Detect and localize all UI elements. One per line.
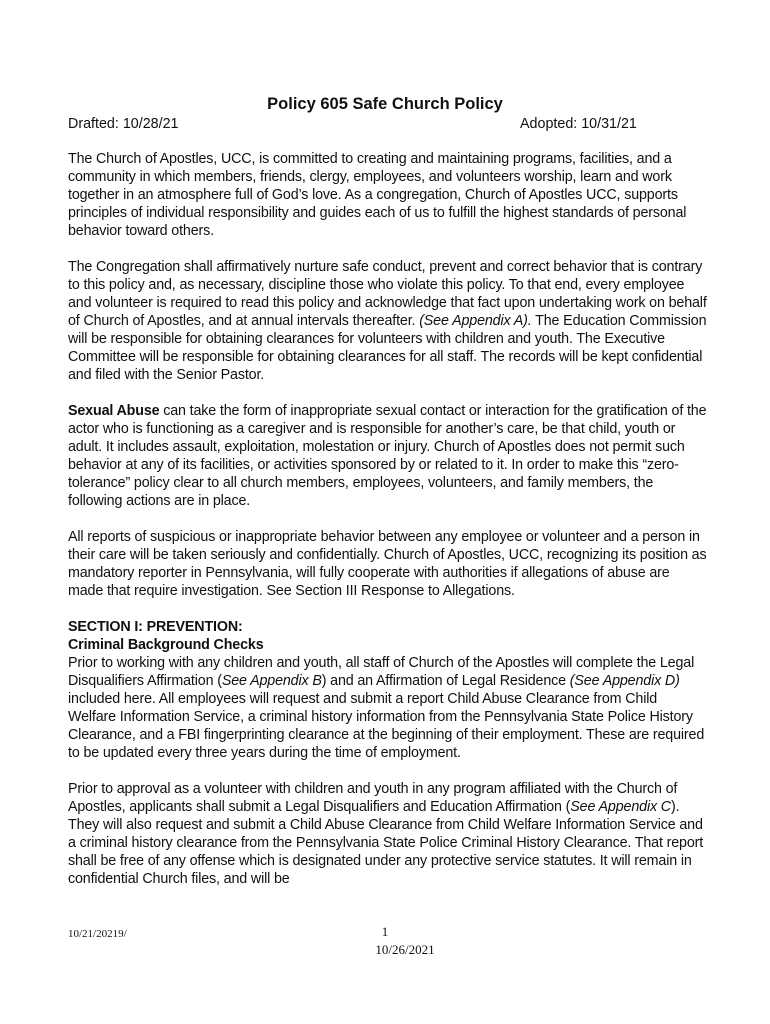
paragraph-conduct-text-a: The Congregation shall affirmatively nurture safe conduct, prevent and correct behavior that is contrary to this policy and, as necessary, discipline those who violate this policy. To that end, every employee and volunteer is required to read this policy and acknowledge that fact upon undertaking work on behalf of Church of Apostles, and at annual intervals thereafter. — [68, 259, 707, 329]
subheading-background-checks: Criminal Background Checks — [68, 637, 264, 653]
footer-revision-date: 10/21/20219/ — [68, 928, 127, 940]
sexual-abuse-definition: can take the form of inappropriate sexual contact or interaction for the gratification of the actor who is functioning as a caregiver and is responsible for another’s care, be that child, youth or adult. It includes assault, exploitation, molestation or injury. Church of Apostles does not permit such behavior at any of its facilities, or activities sponsored by or related to it. In order to make this “zero-tolerance” policy clear to all church members, employees, volunteers, and family members, the following actions are in place. — [68, 403, 707, 509]
appendix-a-reference: (See Appendix A). — [419, 313, 532, 329]
section-heading: SECTION I: PREVENTION: — [68, 619, 243, 635]
sexual-abuse-term: Sexual Abuse — [68, 403, 160, 419]
staff-checks-text-b: ) and an Affirmation of Legal Residence — [321, 673, 570, 689]
volunteer-checks-text-b: ). They will also request and submit a Child Abuse Clearance from Child Welfare Information Service and a criminal history clearance from the Pennsylvania State Police Criminal History Clearance. That report shall be free of any offense which is designated under any protective service statutes. It will remain in confidential Church files, and will be — [68, 799, 704, 887]
paragraph-sexual-abuse — [68, 402, 708, 510]
volunteer-checks-text-a: Prior to approval as a volunteer with children and youth in any program affiliated with the Church of Apostles, applicants shall submit a Legal Disqualifiers and Education Affirmation ( — [68, 781, 678, 815]
paragraph-conduct-text-b: The Education Commission will be responsible for obtaining clearances for volunteers with children and youth. The Executive Committee will be responsible for obtaining clearances for all staff. The records will be kept confidential and filed with the Senior Pastor. — [68, 313, 707, 383]
page-number: 1 — [381, 924, 389, 939]
paragraph-volunteer-checks — [68, 780, 708, 888]
staff-checks-text-a: Prior to working with any children and youth, all staff of Church of the Apostles will complete the Legal Disqualifiers Affirmation ( — [68, 655, 695, 689]
paragraph-reports: All reports of suspicious or inappropriate behavior between any employee or volunteer and a person in their care will be taken seriously and confidentially. Church of Apostles, UCC, recognizing its position as mandatory reporter in Pennsylvania, will fully cooperate with authorities if allegations of abuse are made that require investigation. See Section III Response to Allegations. — [68, 529, 707, 599]
appendix-d-reference: (See Appendix D) — [569, 673, 680, 689]
drafted-date: Drafted: 10/28/21 — [68, 116, 179, 132]
appendix-c-reference: See Appendix C — [570, 799, 671, 815]
document-title: Policy 605 Safe Church Policy — [267, 95, 503, 113]
paragraph-commitment: The Church of Apostles, UCC, is committed to creating and maintaining programs, facilities, and a community in which members, friends, clergy, employees, and volunteers worship, learn and work together in an atmosphere full of God’s love. As a congregation, Church of Apostles UCC, supports principles of individual responsibility and guides each of us to fulfill the highest standards of personal behavior toward others. — [68, 151, 687, 239]
adopted-date: Adopted: 10/31/21 — [520, 116, 637, 132]
document-body — [68, 150, 708, 906]
footer-date: 10/26/2021 — [375, 942, 435, 957]
paragraph-conduct — [68, 258, 708, 384]
appendix-b-reference: See Appendix B — [221, 673, 322, 689]
staff-checks-text-c: included here. All employees will request and submit a report Child Abuse Clearance from Child Welfare Information Service, a criminal history information from the Pennsylvania State Police History Clearance, and a FBI fingerprinting clearance at the beginning of their employment. These are required to be updated every three years during the time of employment. — [68, 691, 705, 761]
paragraph-staff-checks — [68, 654, 708, 762]
